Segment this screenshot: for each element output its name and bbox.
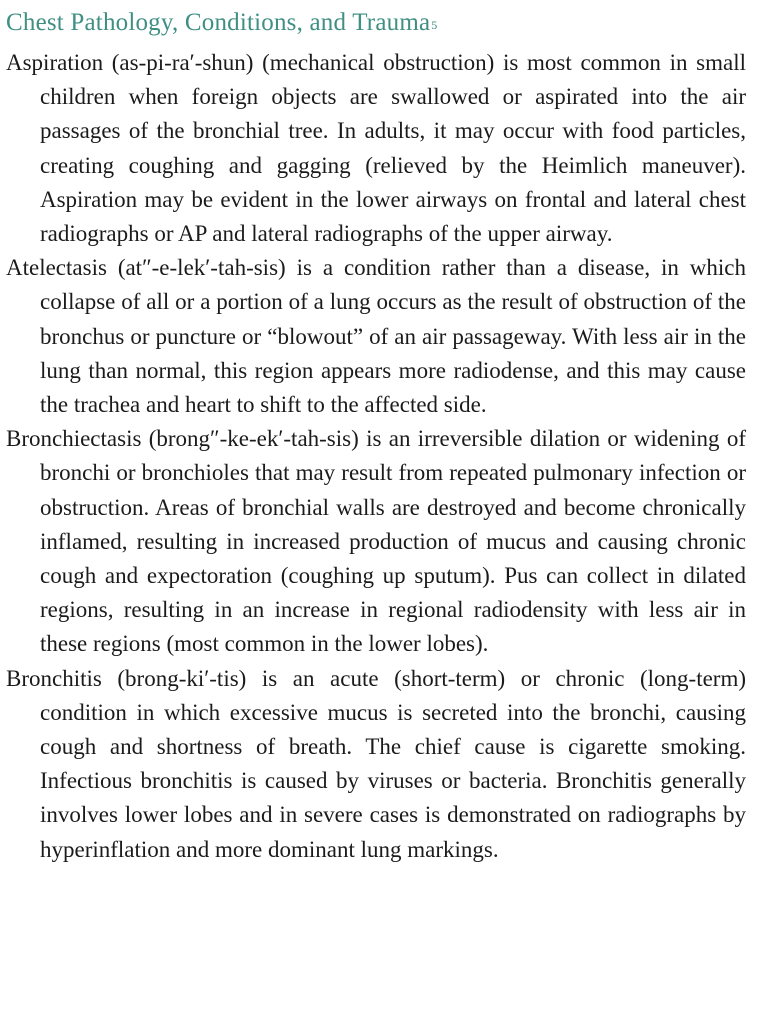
entry-bronchiectasis: Bronchiectasis (brong″-ke-ek′-tah-sis) is an irreversible dilation or widening of bronchi or bronchioles that may result from repeated pulmonary infection or obstruction. Areas of bronchial walls are destroyed and become chronically inflamed, resulting in increased production of mucus and causing chronic cough and expectoration (coughing up sputum). Pus can collect in dilated regions, resulting in an increase in regional radiodensity with less air in these regions (most common in the lower lobes). bbox=[6, 426, 746, 657]
glossary-entries bbox=[6, 46, 746, 867]
section-heading-text: Chest Pathology, Conditions, and Trauma bbox=[6, 9, 431, 36]
footnote-marker: 5 bbox=[431, 18, 438, 32]
entry-aspiration: Aspiration (as-pi-ra′-shun) (mechanical obstruction) is most common in small children when foreign objects are swallowed or aspirated into the air passages of the bronchial tree. In adults, it may occur with food particles, creating coughing and gagging (relieved by the Heimlich maneuver). Aspiration may be evident in the lower airways on frontal and lateral chest radiographs or AP and lateral radiographs of the upper airway. bbox=[6, 50, 746, 247]
entry-atelectasis: Atelectasis (at″-e-lek′-tah-sis) is a condition rather than a disease, in which collapse of all or a portion of a lung occurs as the result of obstruction of the bronchus or puncture or “blowout” of an air passageway. With less air in the lung than normal, this region appears more radiodense, and this may cause the trachea and heart to shift to the affected side. bbox=[6, 255, 746, 418]
section-heading bbox=[6, 7, 437, 39]
entry-bronchitis: Bronchitis (brong-ki′-tis) is an acute (short-term) or chronic (long-term) condition in which excessive mucus is secreted into the bronchi, causing cough and shortness of breath. The chief cause is cigarette smoking. Infectious bronchitis is caused by viruses or bacteria. Bronchitis generally involves lower lobes and in severe cases is demonstrated on radiographs by hyperinflation and more dominant lung markings. bbox=[6, 665, 746, 862]
